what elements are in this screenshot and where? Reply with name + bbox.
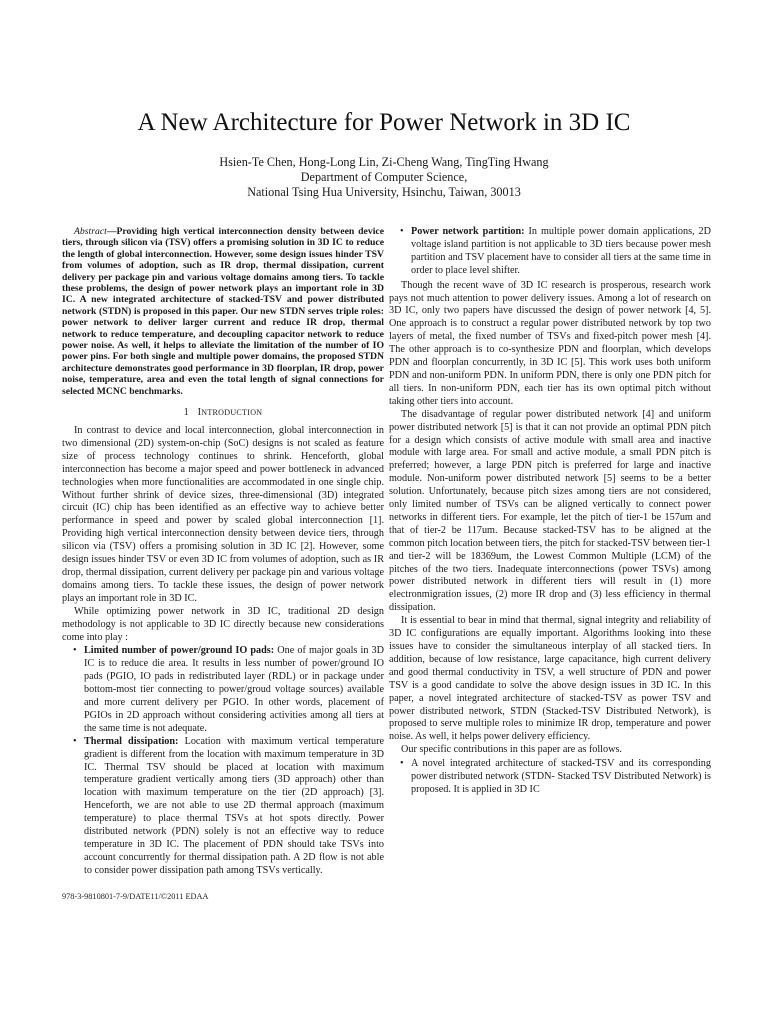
bullet-text: In multiple power domain applications, 2D voltage island partition is not applicable to 3D tiers because power mesh partition and TSV placement have to consider all tiers at the same time in order to place level shifter. — [411, 226, 712, 276]
section-title-initial: I — [197, 407, 202, 419]
bullet-icon: • — [400, 226, 404, 237]
bullet-icon: • — [73, 735, 77, 747]
body-paragraph-1: Though the recent wave of 3D IC research is prosperous, research work pays not much attention to power delivery issues. Among a lot of research on 3D IC, only two papers have discussed the design of power network [4, 5]. One approach is to construct a regular power distributed network by top two layers of metal, the fixed number of TSVs and fixed-pitch power mesh [4]. The other approach is to co-synthesize PDN and floorplan, which develops PDN and floorplan concurrently, in 3D IC [5]. This work uses both uniform PDN and non-uniform PDN. In uniform PDN, there is only one PDN pitch for all tiers. In non-uniform PDN, each tier has its own optimal pitch without taking other tiers into account. — [389, 279, 711, 407]
section-heading-introduction — [62, 407, 384, 420]
abstract-label: Abstract — [74, 226, 107, 237]
bullet-text: A novel integrated architecture of stacked-TSV and its corresponding power distributed network (STDN- Stacked TSV Distributed Network) is proposed. It is applied in 3D IC — [411, 758, 711, 795]
abstract-dash: — — [106, 226, 117, 237]
left-column — [62, 226, 384, 880]
bullet-text: Location with maximum vertical temperature gradient is different from the location with maximum temperature in 3D IC. Thermal TSV should be placed at location with maximum temperature gradient vertically among tiers (3D approach) other than location with maximum temperature on the tier (2D approach) [3]. Henceforth, we are not able to use 2D thermal approach (maximum temperature) to place thermal TSVs at hot spots directly. Power distributed network (PDN) solely is not an effective way to reduce temperature in 3D IC. The placement of PDN should take TSVs into account concurrently for thermal dissipation path. A 2D flow is not able to consider power dissipation path among TSVs vertically. — [84, 735, 385, 876]
contribution-list — [389, 758, 711, 797]
bullet-title: Power network partition: — [411, 226, 525, 237]
department: Department of Computer Science, — [300, 170, 468, 184]
bullet-icon: • — [73, 645, 77, 657]
right-column — [389, 226, 711, 799]
list-item — [389, 758, 711, 797]
list-item — [62, 736, 384, 878]
authors: Hsien-Te Chen, Hong-Long Lin, Zi-Cheng Wang, TingTing Hwang — [219, 155, 549, 169]
section-title-rest: NTRODUCTION — [201, 408, 263, 418]
affiliation: National Tsing Hua University, Hsinchu, Taiwan, 30013 — [247, 185, 521, 199]
body-paragraph-2: The disadvantage of regular power distributed network [4] and uniform power distributed network [5] is that it can not provide an optimal PDN pitch for a design which consists of active module with small area and inactive module with large area. For small and active module, a small PDN pitch is preferred; however, a large PDN pitch is preferred for large and inactive module. Non-uniform power distributed network [5] seems to be a better solution. Unfortunately, because pitch sizes among tiers are not considered, only limited number of TSVs can be aligned vertically to connect power networks in different tiers. For example, let the pitch of tier-1 be 157um and that of tier-2 be 117um. Because stacked-TSV has to be aligned at the common pitch location between tiers, the pitch for stacked-TSV between tier-1 and tier-2 will be 18369um, the Lowest Common Multiple (LCM) of the pitches of the two tiers. Inadequate interconnections (power TSVs) among power distributed network in different tiers will result in (1) more electronmigration issues, (2) more IR drop and (3) less efficiency in thermal dissipation. — [389, 408, 711, 614]
consideration-list-continued — [389, 226, 711, 278]
consideration-list — [62, 645, 384, 877]
abstract — [62, 226, 384, 397]
footer-copyright: 978-3-9810801-7-9/DATE11/©2011 EDAA — [62, 892, 209, 901]
intro-paragraph-1: In contrast to device and local interconnection, global interconnection in two dimensional (2D) system-on-chip (SoC) designs is not scaled as feature size of process technology continues to shrink. Henceforth, global interconnection has become a major speed and power bottleneck in advanced technologies when more functionalities are accommodated in one single chip. Without further shrink of device sizes, three-dimensional (3D) integrated circuit (IC) chip has been identified as an effective way to achieve better performance in speed and power by scaled global interconnection [1]. Providing high vertical interconnection density between device tiers, through silicon via (TSV) offers a promising solution in 3D IC [2]. However, some design issues hinder TSV or even 3D IC from volumes of adoption, such as IR drop, thermal dissipation, current delivery per package pin and various voltage domains among tiers. To tackle these issues, the design of power network plays an important role in 3D IC. — [62, 425, 384, 604]
list-item — [389, 226, 711, 278]
bullet-icon: • — [400, 758, 404, 770]
body-paragraph-3: It is essential to bear in mind that thermal, signal integrity and reliability of 3D IC configurations are equally important. Algorithms looking into these issues have to consider the simultaneous interplay of all stacked tiers. In addition, because of low resistance, large capacitance, high current delivery and good thermal conductivity in TSV, a well structure of PDN and power TSV is a good candidate to solve the above design issues in 3D IC. In this paper, a novel integrated architecture of stacked-TSV as power TSV and power distributed network, STDN (Stacked-TSV Distributed Network), is proposed to serve multiple roles to minimize IR drop, temperature and power noise. As well, it helps power delivery efficiency. — [389, 615, 711, 743]
list-item — [62, 645, 384, 735]
paper-title: A New Architecture for Power Network in 3D IC — [137, 109, 631, 136]
bullet-title: Thermal dissipation: — [84, 735, 179, 747]
bullet-title: Limited number of power/ground IO pads: — [84, 645, 275, 657]
abstract-text: Providing high vertical interconnection density between device tiers, through silicon via (TSV) offers a promising solution in 3D IC to reduce the length of global interconnection. However, some design issues hinder TSV from volumes of adoption, such as IR drop, thermal dissipation, current delivery per package pin and various voltage domains among tiers. To tackle these problems, the design of power network plays an important role in 3D IC. A new integrated architecture of stacked-TSV and power distributed network (STDN) is proposed in this paper. Our new STDN serves triple roles: power network to deliver larger current and reduce IR drop, thermal network to reduce temperature, and decoupling capacitor network to reduce power noise. As well, it helps to alleviate the limitation of the number of IO power pins. For both single and multiple power domains, the proposed STDN architecture demonstrates good performance in 3D floorplan, IR drop, power noise, temperature, area and even the total length of signal connections for selected MCNC benchmarks. — [62, 226, 384, 397]
body-paragraph-4: Our specific contributions in this paper are as follows. — [401, 744, 622, 756]
bullet-text: One of major goals in 3D IC is to reduce die area. It results in less number of power/ground IO pads (PGIO, IO pads in redistributed layer (RDL) or in package under bottom-most tier connecting to power/groud voltage sources) available and more current delivery per PGIO. In other words, placement of PGIOs in 2D approach without considering activities among all tiers at the same time is not adequate. — [84, 645, 384, 734]
section-number: 1 — [183, 407, 190, 419]
intro-paragraph-2: While optimizing power network in 3D IC, traditional 2D design methodology is not applicable to 3D IC directly because new considerations come into play : — [62, 605, 384, 643]
